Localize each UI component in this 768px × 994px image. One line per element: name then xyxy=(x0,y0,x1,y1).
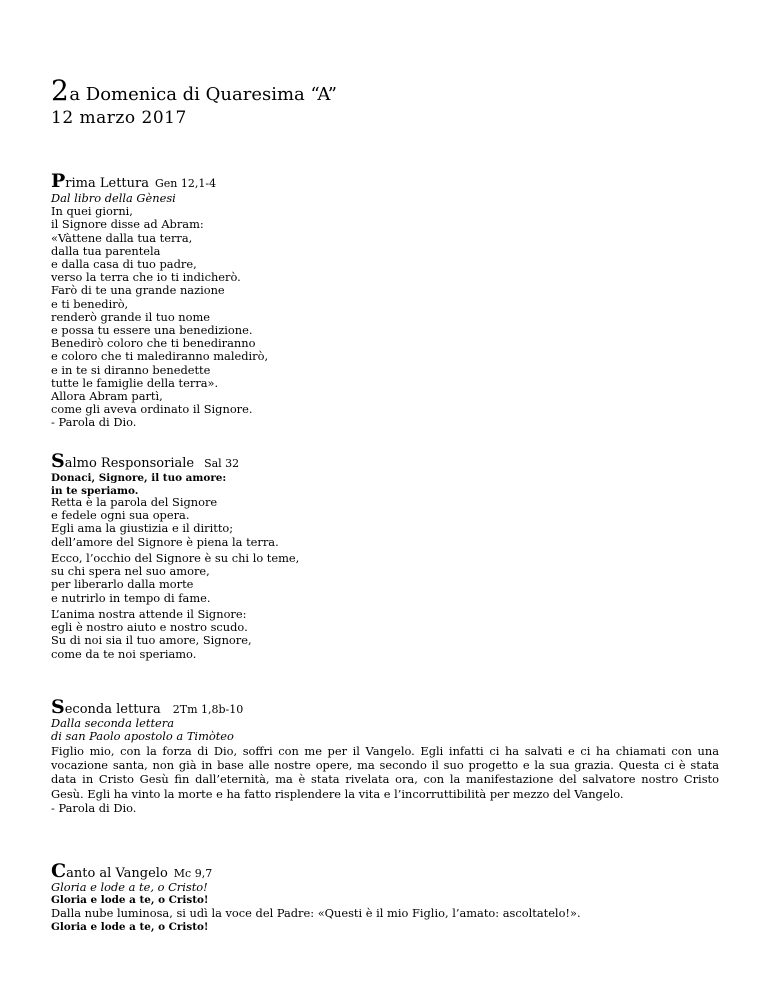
canto-acclamation-italic: Gloria e lode a te, o Cristo! xyxy=(51,880,208,894)
canto-reference: Mc 9,7 xyxy=(173,867,213,880)
prima-lettura-line: e in te si diranno benedette xyxy=(51,362,211,377)
canto-acclamation-bold: Gloria e lode a te, o Cristo! xyxy=(51,894,209,907)
prima-lettura-line: e ti benedirò, xyxy=(51,296,129,311)
prima-lettura-line: «Vàttene dalla tua terra, xyxy=(51,230,193,245)
prima-lettura-body xyxy=(51,192,731,430)
canto-verse: Dalla nube luminosa, si udì la voce del Padre: «Questi è il mio Figlio, l’amato: ascoltatelo!». xyxy=(51,906,581,921)
salmo-stanza xyxy=(51,496,731,549)
prima-lettura-line: e possa tu essere una benedizione. xyxy=(51,323,253,338)
seconda-lettura-source xyxy=(51,717,731,743)
prima-lettura-line: verso la terra che io ti indicherò. xyxy=(51,270,241,285)
salmo-heading xyxy=(51,452,239,471)
salmo-refrain-line: Donaci, Signore, il tuo amore: xyxy=(51,472,227,484)
salmo-line: egli è nostro aiuto e nostro scudo. xyxy=(51,620,248,635)
salmo-line: e fedele ogni sua opera. xyxy=(51,508,190,523)
seconda-lettura-source-line: Dalla seconda lettera xyxy=(51,716,174,730)
seconda-lettura-reference: 2Tm 1,8b-10 xyxy=(172,703,244,716)
prima-lettura-line: Allora Abram partì, xyxy=(51,389,163,404)
salmo-line: dell’amore del Signore è piena la terra. xyxy=(51,534,279,549)
seconda-lettura-text: Figlio mio, con la forza di Dio, soffri con me per il Vangelo. Egli infatti ci ha salvati e ci ha chiamati con una vocazione santa, non già in base alle nostre opere, ma secondo il suo progetto e la sua grazia. Questa ci è stata data in Cristo Gesù fin dall’eternità, ma è stata rivelata ora, con la manifestazione del salvatore nostro Cristo Gesù. Egli ha vinto la morte e ha fatto risplendere la vita e l’incorruttibilità per mezzo del Vangelo. xyxy=(51,744,719,801)
canto-title: anto al Vangelo xyxy=(66,866,168,881)
salmo-reference: Sal 32 xyxy=(204,457,240,470)
seconda-lettura-initial: S xyxy=(51,696,65,718)
prima-lettura-initial: P xyxy=(51,170,66,192)
seconda-lettura-title: econda lettura xyxy=(64,702,161,717)
prima-lettura-line: - Parola di Dio. xyxy=(51,415,137,430)
salmo-title: almo Responsoriale xyxy=(64,456,195,471)
prima-lettura-line: e coloro che ti malediranno maledirò, xyxy=(51,349,269,364)
prima-lettura-title: rima Lettura xyxy=(65,176,149,191)
seconda-lettura-heading xyxy=(51,698,243,717)
prima-lettura-line: e dalla casa di tuo padre, xyxy=(51,257,197,272)
prima-lettura-line: renderò grande il tuo nome xyxy=(51,309,211,324)
canto-acclamation-end: Gloria e lode a te, o Cristo! xyxy=(51,920,209,933)
salmo-line: per liberarlo dalla morte xyxy=(51,577,194,592)
canto-body xyxy=(51,881,731,934)
salmo-line: e nutrirlo in tempo di fame. xyxy=(51,590,211,605)
prima-lettura-heading xyxy=(51,172,216,191)
prima-lettura-reference: Gen 12,1-4 xyxy=(155,177,217,190)
salmo-line: Su di noi sia il tuo amore, Signore, xyxy=(51,633,252,648)
salmo-line: come da te noi speriamo. xyxy=(51,646,197,661)
title-text: a Domenica di Quaresima “A” xyxy=(69,84,337,105)
prima-lettura-source: Dal libro della Gènesi xyxy=(51,191,176,205)
seconda-lettura-closing: - Parola di Dio. xyxy=(51,801,137,815)
page-date: 12 marzo 2017 xyxy=(51,108,187,128)
page-title xyxy=(51,74,337,107)
salmo-refrain-line: in te speriamo. xyxy=(51,485,139,498)
salmo-initial: S xyxy=(51,450,65,472)
prima-lettura-line: come gli aveva ordinato il Signore. xyxy=(51,402,253,417)
salmo-line: Ecco, l’occhio del Signore è su chi lo teme, xyxy=(51,551,300,565)
salmo-line: su chi spera nel suo amore, xyxy=(51,564,210,579)
prima-lettura-line: Farò di te una grande nazione xyxy=(51,283,225,298)
seconda-lettura-source-line: di san Paolo apostolo a Timòteo xyxy=(51,729,234,744)
prima-lettura-line: Benedirò coloro che ti benediranno xyxy=(51,336,256,351)
salmo-stanza xyxy=(51,608,731,661)
salmo-line: Retta è la parola del Signore xyxy=(51,495,218,509)
prima-lettura-line: tutte le famiglie della terra». xyxy=(51,375,219,390)
salmo-stanza xyxy=(51,552,731,605)
prima-lettura-line: In quei giorni, xyxy=(51,204,133,219)
salmo-line: Egli ama la giustizia e il diritto; xyxy=(51,521,234,536)
prima-lettura-line: il Signore disse ad Abram: xyxy=(51,217,204,232)
prima-lettura-line: dalla tua parentela xyxy=(51,243,161,258)
canto-initial: C xyxy=(51,860,67,882)
salmo-line: L’anima nostra attende il Signore: xyxy=(51,607,247,621)
canto-heading xyxy=(51,862,212,881)
title-number: 2 xyxy=(51,74,70,107)
